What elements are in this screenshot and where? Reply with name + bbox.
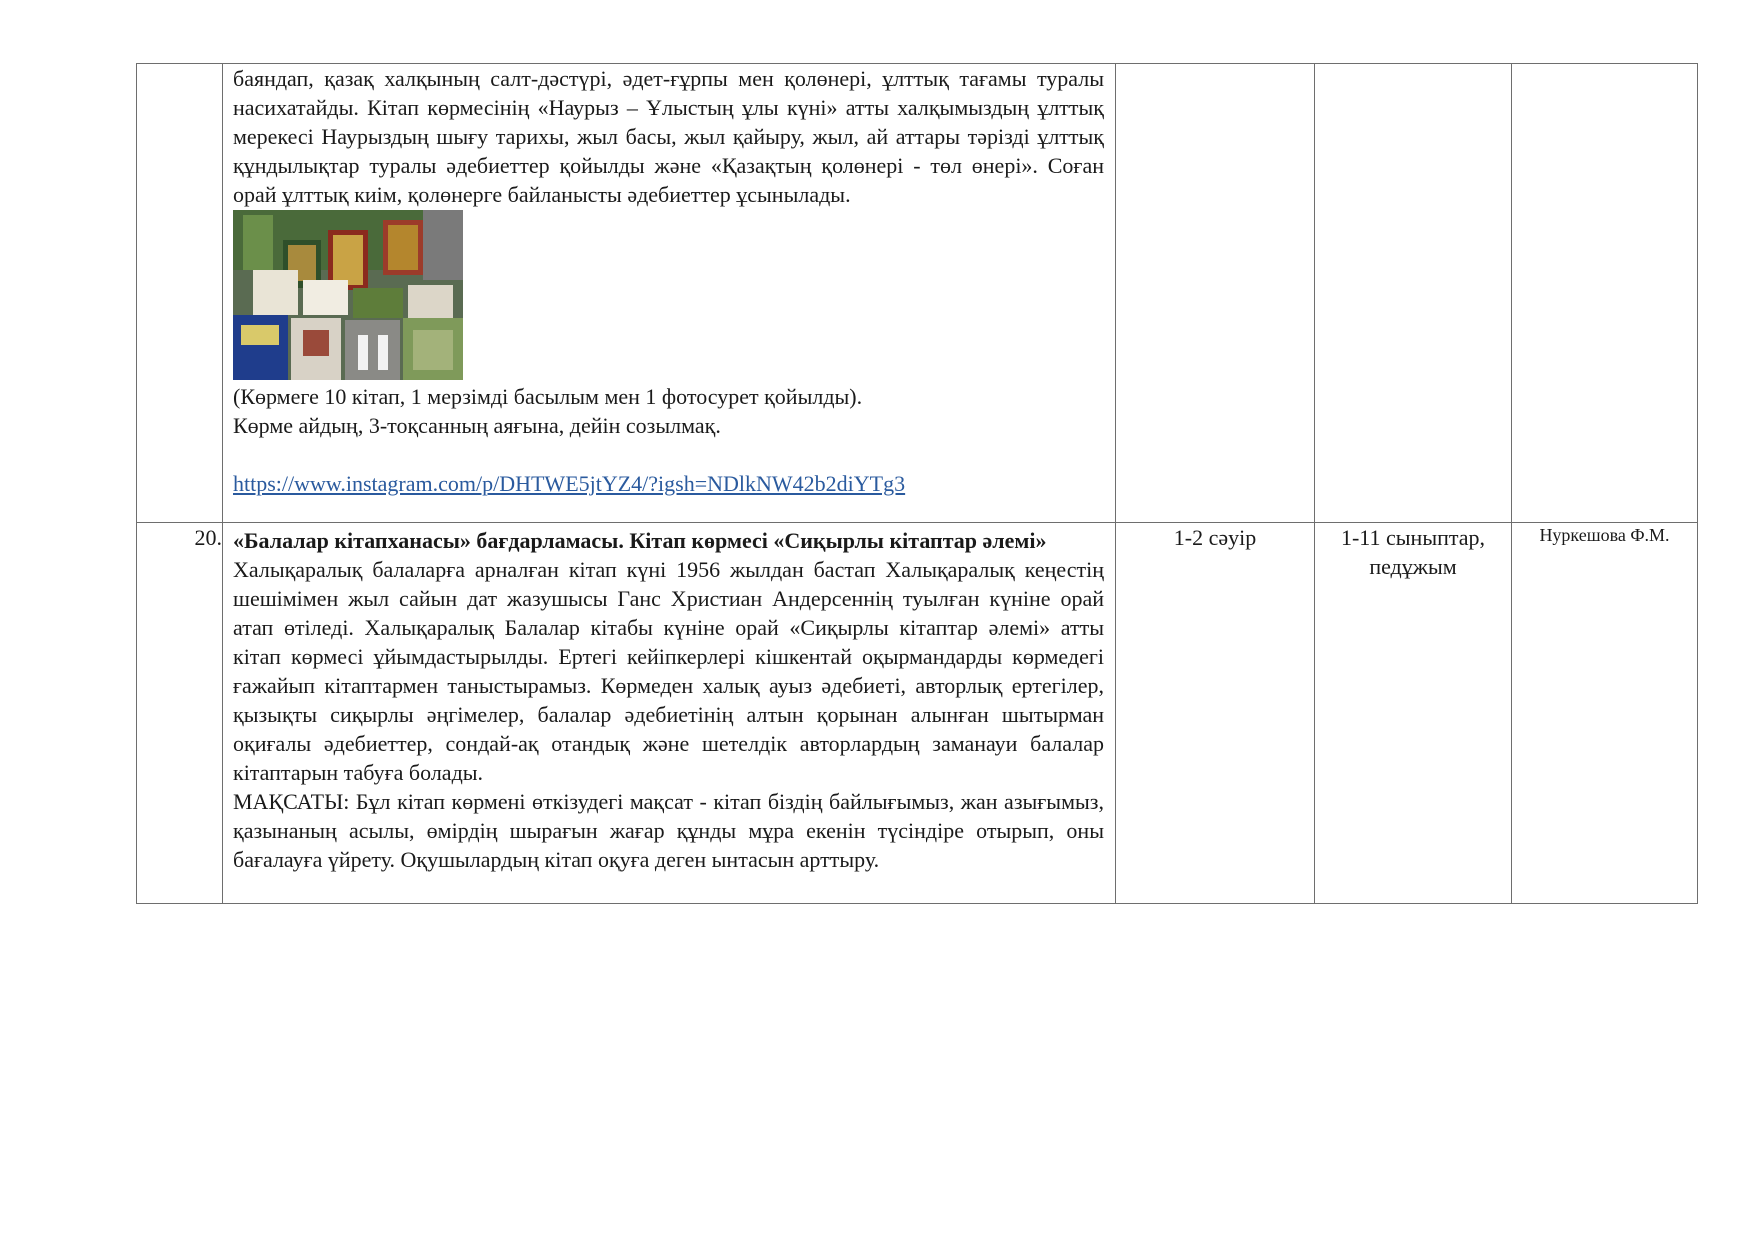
table-row [137, 523, 1698, 904]
exhibition-duration: Көрме айдың, 3-тоқсанның аяғына, дейін созылмақ. [233, 413, 721, 438]
responsible-cell [1512, 64, 1698, 523]
event-title: «Балалар кітапханасы» бағдарламасы. Кітап көрмесі «Сиқырлы кітаптар әлемі» [233, 528, 1047, 553]
row-number: 20. [137, 523, 223, 904]
date-cell [1116, 64, 1315, 523]
description-cell [223, 523, 1116, 904]
responsible-cell: Нуркешова Ф.М. [1512, 523, 1698, 904]
table-row [137, 64, 1698, 523]
description-paragraph: баяндап, қазақ халқының салт-дәстүрі, әдет-ғұрпы мен қолөнері, ұлттық тағамы туралы насихатайды. Кітап көрмесінің «Наурыз – Ұлыстың ұлы күні» атты халқымыздың ұлттық мерекесі Наурыздың шығу тарихы, жыл басы, жыл қайыру, жыл, ай аттары тәрізді ұлттық құндылықтар туралы әдебиеттер қойылды және «Қазақтың қолөнері - төл өнері». Соған орай ұлттық киім, қолөнерге байланысты әдебиеттер ұсынылады. [233, 66, 1104, 207]
audience-cell: 1-11 сыныптар, педұжым [1315, 523, 1512, 904]
goal-paragraph: МАҚСАТЫ: Бұл кітап көрмені өткізудегі мақсат - кітап біздің байлығымыз, жан азығымыз, қазынаның асылы, өмірдің шырағын жағар құнды мұра екенін түсіндіре отырып, оны бағалауға үйрету. Оқушылардың кітап оқуға деген ынтасын арттыру. [233, 789, 1104, 872]
instagram-link[interactable]: https://www.instagram.com/p/DHTWE5jtYZ4/?igsh=NDlkNW42b2diYTg3 [233, 471, 906, 496]
exhibition-note: (Көрмеге 10 кітап, 1 мерзімді басылым мен 1 фотосурет қойылды). [233, 384, 863, 409]
row-number [137, 64, 223, 523]
description-cell [223, 64, 1116, 523]
date-cell: 1-2 сәуір [1116, 523, 1315, 904]
book-exhibition-photo [233, 210, 463, 380]
event-plan-table [136, 63, 1698, 904]
audience-cell [1315, 64, 1512, 523]
description-paragraph: Халықаралық балаларға арналған кітап күні 1956 жылдан бастап Халықаралық кеңестің шешімімен жыл сайын дат жазушысы Ганс Христиан Андерсеннің туылған күніне орай атап өтіледі. Халықаралық Балалар кітабы күніне орай «Сиқырлы кітаптар әлемі» атты кітап көрмесі ұйымдастырылды. Ертегі кейіпкерлері кішкентай оқырмандарды көрмедегі ғажайып кітаптармен таныстырамыз. Көрмеден халық ауыз әдебиеті, авторлық ертегілер, қызықты сиқырлы әңгімелер, балалар әдебиетінің алтын қорынан алынған шытырман оқиғалы әдебиеттер, сондай-ақ отандық және шетелдік авторлардың заманауи балалар кітаптарын табуға болады. [233, 557, 1104, 785]
